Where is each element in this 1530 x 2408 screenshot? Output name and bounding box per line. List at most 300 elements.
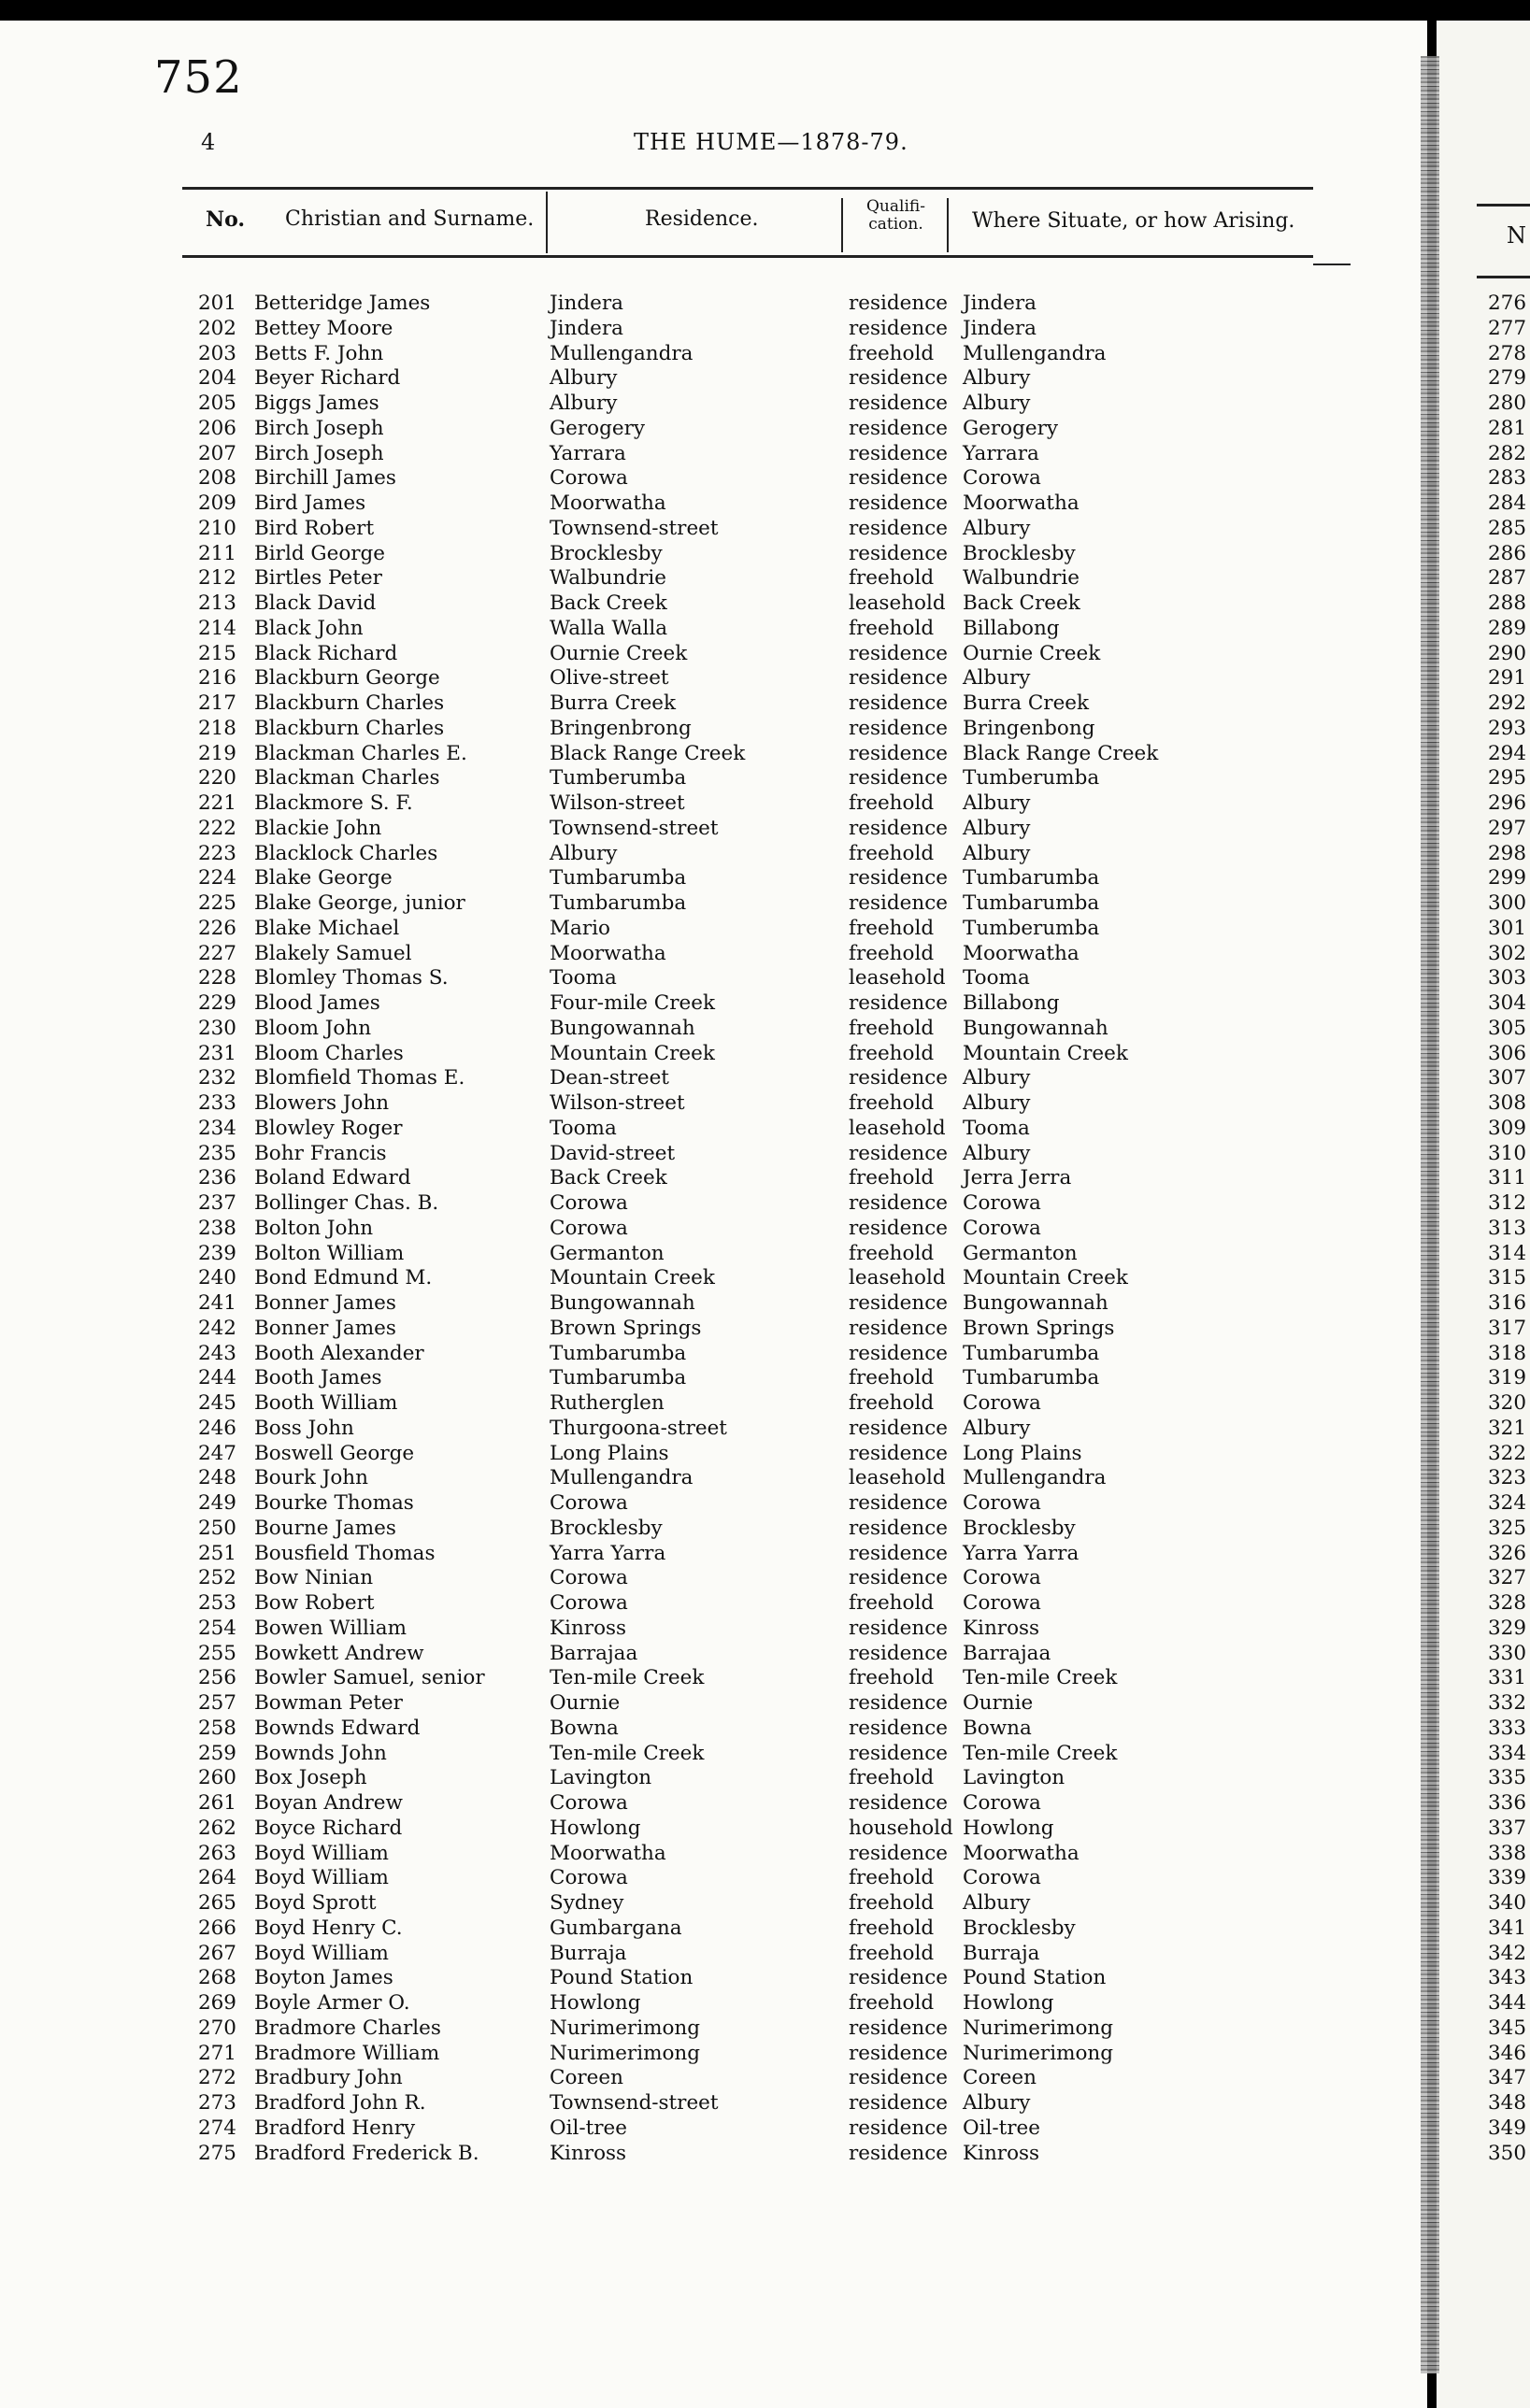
column-header-qualification <box>847 198 945 234</box>
entry-residence: Back Creek <box>550 591 667 615</box>
next-page-entry-number: 289 <box>1488 616 1527 640</box>
entry-qualification: residence <box>849 991 949 1015</box>
table-row <box>0 1791 1421 1817</box>
entry-residence: Oil-tree <box>550 2116 628 2140</box>
table-row <box>0 1242 1421 1267</box>
entry-number: 217 <box>197 691 236 715</box>
entry-number: 249 <box>197 1491 236 1515</box>
entry-where: Corowa <box>963 1791 1041 1815</box>
entry-number: 209 <box>197 492 236 515</box>
entry-where: Oil-tree <box>963 2116 1041 2140</box>
entry-qualification: residence <box>849 1541 949 1565</box>
next-page-entry-number: 280 <box>1488 392 1527 415</box>
entry-number: 231 <box>197 1041 236 1065</box>
header-top-rule <box>182 187 1313 190</box>
entry-where: Mullengandra <box>963 341 1107 365</box>
next-page-entry-number: 284 <box>1488 492 1527 515</box>
entry-name: Blacklock Charles <box>254 841 438 865</box>
entry-qualification: leasehold <box>849 591 946 615</box>
entry-qualification: leasehold <box>849 966 946 990</box>
next-page-entry-number: 319 <box>1488 1366 1527 1390</box>
entry-number: 208 <box>197 466 236 491</box>
entry-where: Coreen <box>963 2066 1037 2090</box>
next-page-entry-number: 333 <box>1488 1716 1527 1740</box>
entry-residence: Long Plains <box>550 1441 669 1465</box>
entry-residence: Bungowannah <box>550 1291 695 1315</box>
entry-residence: Coreen <box>550 2066 623 2090</box>
next-page-entry-number: 316 <box>1488 1291 1527 1315</box>
entry-name: Betteridge James <box>254 292 431 315</box>
entry-where: Jindera <box>963 316 1037 340</box>
entry-name: Booth William <box>254 1391 398 1415</box>
entry-name: Betts F. John <box>254 341 384 365</box>
table-row <box>0 642 1421 667</box>
next-page-entry-number: 277 <box>1488 316 1527 340</box>
entry-qualification: freehold <box>849 1766 935 1790</box>
entry-where: Albury <box>963 816 1031 840</box>
entry-where: Albury <box>963 1141 1031 1165</box>
entry-where: Ournie Creek <box>963 641 1101 665</box>
entry-where: Albury <box>963 516 1031 540</box>
table-row <box>0 1042 1421 1067</box>
entry-qualification: freehold <box>849 1941 935 1965</box>
entry-name: Birch Joseph <box>254 441 384 465</box>
entry-residence: Bringenbrong <box>550 716 692 740</box>
entry-qualification: residence <box>849 1741 949 1765</box>
entry-where: Ten-mile Creek <box>963 1666 1118 1690</box>
entry-qualification: residence <box>849 2066 949 2090</box>
entry-number: 258 <box>197 1716 236 1740</box>
entry-where: Germanton <box>963 1241 1078 1265</box>
entry-where: Albury <box>963 366 1031 391</box>
table-row <box>0 917 1421 942</box>
entry-number: 248 <box>197 1466 236 1490</box>
table-row <box>0 2091 1421 2116</box>
table-row <box>0 1217 1421 1242</box>
entry-where: Kinross <box>963 2141 1040 2165</box>
next-page-entry-number: 315 <box>1488 1266 1527 1290</box>
page-gutter <box>1421 56 1439 2373</box>
entry-qualification: residence <box>849 1491 949 1515</box>
entry-residence: Four-mile Creek <box>550 991 715 1015</box>
entry-name: Bowler Samuel, senior <box>254 1666 485 1690</box>
entry-residence: Albury <box>550 392 618 415</box>
entry-qualification: freehold <box>849 1041 935 1065</box>
entry-name: Bettey Moore <box>254 316 393 340</box>
table-row <box>0 1466 1421 1491</box>
next-page-entry-number: 343 <box>1488 1966 1527 1990</box>
table-row <box>0 991 1421 1017</box>
entry-name: Blowers John <box>254 1091 390 1115</box>
entry-where: Ten-mile Creek <box>963 1741 1118 1765</box>
entry-name: Bradmore Charles <box>254 2016 441 2040</box>
entry-residence: Corowa <box>550 1491 628 1515</box>
entry-number: 228 <box>197 966 236 990</box>
entry-name: Blake George <box>254 866 393 891</box>
entry-residence: Ournie Creek <box>550 641 688 665</box>
entry-qualification: residence <box>849 1291 949 1315</box>
entry-qualification: residence <box>849 1316 949 1340</box>
entry-number: 230 <box>197 1016 236 1040</box>
entry-name: Blomley Thomas S. <box>254 966 449 990</box>
entry-residence: Mullengandra <box>550 1466 694 1490</box>
entry-residence: Lavington <box>550 1766 652 1790</box>
table-row <box>0 342 1421 367</box>
entry-qualification: residence <box>849 866 949 891</box>
entry-residence: Albury <box>550 366 618 391</box>
entry-where: Bungowannah <box>963 1016 1108 1040</box>
entry-where: Bowna <box>963 1716 1032 1740</box>
entry-residence: Yarrara <box>550 441 626 465</box>
entry-number: 210 <box>197 516 236 540</box>
next-page-entry-number: 311 <box>1488 1166 1527 1190</box>
entry-number: 201 <box>197 292 236 315</box>
entry-number: 267 <box>197 1941 236 1965</box>
entry-name: Boyd Henry C. <box>254 1916 403 1940</box>
table-row <box>0 2116 1421 2142</box>
entry-where: Bringenbong <box>963 716 1095 740</box>
table-row <box>0 891 1421 917</box>
table-row <box>0 591 1421 617</box>
entry-residence: Burra Creek <box>550 691 677 715</box>
entry-residence: Albury <box>550 841 618 865</box>
table-row <box>0 492 1421 517</box>
table-row <box>0 1642 1421 1667</box>
entry-name: Black Richard <box>254 641 398 665</box>
entry-number: 275 <box>197 2141 236 2165</box>
entry-name: Birld George <box>254 541 386 565</box>
next-page-entry-number: 345 <box>1488 2016 1527 2040</box>
entry-where: Howlong <box>963 1816 1054 1840</box>
next-page-entry-number: 349 <box>1488 2116 1527 2140</box>
entry-residence: Tumbarumba <box>550 1341 687 1365</box>
entry-name: Blake George, junior <box>254 891 465 915</box>
entry-where: Albury <box>963 1891 1031 1915</box>
next-page-entry-number: 307 <box>1488 1066 1527 1090</box>
entry-qualification: freehold <box>849 616 935 640</box>
entry-name: Bradford John R. <box>254 2091 426 2115</box>
entry-name: Blackman Charles E. <box>254 741 467 765</box>
entry-qualification: residence <box>849 2141 949 2165</box>
entry-qualification: freehold <box>849 1666 935 1690</box>
entry-name: Bradford Henry <box>254 2116 416 2140</box>
table-row <box>0 1842 1421 1867</box>
table-row <box>0 1766 1421 1791</box>
entry-qualification: leasehold <box>849 1466 946 1490</box>
entry-number: 236 <box>197 1166 236 1190</box>
entry-number: 218 <box>197 716 236 740</box>
entry-name: Blood James <box>254 991 380 1015</box>
table-row <box>0 1066 1421 1091</box>
entry-qualification: residence <box>849 492 949 515</box>
next-page-entry-number: 298 <box>1488 841 1527 865</box>
entry-qualification: residence <box>849 2116 949 2140</box>
table-row <box>0 717 1421 742</box>
entry-where: Billabong <box>963 991 1060 1015</box>
entry-where: Tumbarumba <box>963 866 1100 891</box>
entry-where: Billabong <box>963 616 1060 640</box>
entry-qualification: residence <box>849 541 949 565</box>
table-row <box>0 317 1421 342</box>
entry-name: Bolton John <box>254 1216 374 1240</box>
entry-where: Brocklesby <box>963 541 1076 565</box>
entry-residence: Yarra Yarra <box>550 1541 666 1565</box>
table-row <box>0 417 1421 442</box>
entry-where: Corowa <box>963 466 1041 491</box>
next-page-entry-number: 328 <box>1488 1591 1527 1615</box>
entry-name: Bond Edmund M. <box>254 1266 433 1290</box>
entry-qualification: residence <box>849 1191 949 1215</box>
table-row <box>0 1391 1421 1417</box>
next-page-entry-number: 336 <box>1488 1791 1527 1815</box>
entry-qualification: residence <box>849 691 949 715</box>
table-row <box>0 866 1421 891</box>
entry-residence: Tooma <box>550 1116 617 1140</box>
entry-qualification: residence <box>849 366 949 391</box>
entry-number: 238 <box>197 1216 236 1240</box>
entry-residence: Thurgoona-street <box>550 1416 727 1440</box>
table-row <box>0 2016 1421 2042</box>
entry-qualification: freehold <box>849 1391 935 1415</box>
next-page-entry-number: 301 <box>1488 916 1527 940</box>
entry-name: Bousfield Thomas <box>254 1541 436 1565</box>
entry-residence: Mountain Creek <box>550 1266 715 1290</box>
next-page-number-column <box>1488 292 1530 2166</box>
entry-name: Bow Robert <box>254 1591 375 1615</box>
entry-where: Corowa <box>963 1391 1041 1415</box>
entry-number: 245 <box>197 1391 236 1415</box>
next-page-entry-number: 304 <box>1488 991 1527 1015</box>
entry-where: Brocklesby <box>963 1916 1076 1940</box>
table-row <box>0 2142 1421 2167</box>
entry-qualification: freehold <box>849 1091 935 1115</box>
entry-number: 233 <box>197 1091 236 1115</box>
entry-number: 256 <box>197 1666 236 1690</box>
entry-residence: Olive-street <box>550 666 669 691</box>
entry-name: Boswell George <box>254 1441 415 1465</box>
entry-number: 264 <box>197 1866 236 1890</box>
entry-where: Mullengandra <box>963 1466 1107 1490</box>
next-page-entry-number: 347 <box>1488 2066 1527 2090</box>
entry-qualification: freehold <box>849 916 935 940</box>
entry-where: Howlong <box>963 1991 1054 2015</box>
entry-qualification: residence <box>849 816 949 840</box>
entry-qualification: residence <box>849 2016 949 2040</box>
next-page-entry-number: 321 <box>1488 1416 1527 1440</box>
entry-name: Boss John <box>254 1416 354 1440</box>
entry-name: Blackie John <box>254 816 382 840</box>
entry-qualification: residence <box>849 441 949 465</box>
entry-number: 240 <box>197 1266 236 1290</box>
next-page-entry-number: 286 <box>1488 541 1527 565</box>
next-page-entry-number: 281 <box>1488 416 1527 440</box>
entry-name: Bradford Frederick B. <box>254 2141 479 2165</box>
entry-residence: Back Creek <box>550 1166 667 1190</box>
entry-qualification: freehold <box>849 341 935 365</box>
entry-residence: Moorwatha <box>550 941 666 965</box>
entry-qualification: household <box>849 1816 953 1840</box>
entry-name: Booth James <box>254 1366 382 1390</box>
entry-where: Tumbarumba <box>963 891 1100 915</box>
entry-name: Bloom John <box>254 1016 372 1040</box>
next-page-entry-number: 322 <box>1488 1441 1527 1465</box>
entry-name: Bourne James <box>254 1516 396 1540</box>
entry-qualification: residence <box>849 1441 949 1465</box>
entry-name: Bird James <box>254 492 366 515</box>
entry-number: 214 <box>197 616 236 640</box>
entry-where: Brocklesby <box>963 1516 1076 1540</box>
entry-number: 272 <box>197 2066 236 2090</box>
entry-where: Albury <box>963 841 1031 865</box>
entry-residence: Kinross <box>550 2141 627 2165</box>
entry-where: Mountain Creek <box>963 1041 1128 1065</box>
entry-number: 235 <box>197 1141 236 1165</box>
entry-number: 269 <box>197 1991 236 2015</box>
entry-where: Corowa <box>963 1216 1041 1240</box>
entry-residence: Ten-mile Creek <box>550 1741 705 1765</box>
column-divider-3 <box>947 198 949 252</box>
entry-name: Boyce Richard <box>254 1816 403 1840</box>
table-row <box>0 392 1421 417</box>
entry-number: 216 <box>197 666 236 691</box>
entry-residence: Townsend-street <box>550 2091 719 2115</box>
entry-where: Albury <box>963 1091 1031 1115</box>
entry-qualification: residence <box>849 1616 949 1640</box>
table-row <box>0 1291 1421 1317</box>
entry-where: Tumbarumba <box>963 1366 1100 1390</box>
entry-where: Burra Creek <box>963 691 1090 715</box>
table-row <box>0 1866 1421 1891</box>
entry-number: 232 <box>197 1066 236 1090</box>
entry-where: Pound Station <box>963 1966 1107 1990</box>
entry-qualification: leasehold <box>849 1116 946 1140</box>
table-row <box>0 1266 1421 1291</box>
next-page-entry-number: 346 <box>1488 2041 1527 2065</box>
entry-name: Beyer Richard <box>254 366 401 391</box>
entry-number: 211 <box>197 541 236 565</box>
entry-residence: Brocklesby <box>550 541 663 565</box>
table-row <box>0 1017 1421 1042</box>
entry-residence: David-street <box>550 1141 676 1165</box>
table-row <box>0 1666 1421 1691</box>
table-row <box>0 566 1421 591</box>
entry-name: Blomfield Thomas E. <box>254 1066 465 1090</box>
next-page-entry-number: 292 <box>1488 691 1527 715</box>
entry-qualification: residence <box>849 1791 949 1815</box>
entry-where: Albury <box>963 666 1031 691</box>
entry-number: 229 <box>197 991 236 1015</box>
entry-qualification: residence <box>849 666 949 691</box>
entry-where: Moorwatha <box>963 1841 1080 1865</box>
entry-name: Bownds Edward <box>254 1716 421 1740</box>
entry-qualification: residence <box>849 292 949 315</box>
table-row <box>0 1916 1421 1942</box>
next-page-entry-number: 341 <box>1488 1916 1527 1940</box>
entry-where: Nurimerimong <box>963 2041 1114 2065</box>
entry-residence: Black Range Creek <box>550 741 746 765</box>
entry-number: 260 <box>197 1766 236 1790</box>
entry-name: Boyd William <box>254 1866 389 1890</box>
entry-where: Corowa <box>963 1491 1041 1515</box>
entry-where: Albury <box>963 791 1031 815</box>
entry-number: 226 <box>197 916 236 940</box>
entry-name: Birch Joseph <box>254 416 384 440</box>
entry-where: Barrajaa <box>963 1641 1051 1665</box>
next-page-entry-number: 327 <box>1488 1566 1527 1590</box>
next-page-entry-number: 296 <box>1488 791 1527 815</box>
entry-number: 227 <box>197 941 236 965</box>
next-page-entry-number: 314 <box>1488 1241 1527 1265</box>
entry-qualification: freehold <box>849 1866 935 1890</box>
entry-residence: Burraja <box>550 1941 627 1965</box>
entry-name: Black David <box>254 591 377 615</box>
entry-number: 252 <box>197 1566 236 1590</box>
table-row <box>0 1091 1421 1117</box>
entry-name: Blackman Charles <box>254 766 440 791</box>
entry-residence: Corowa <box>550 1591 628 1615</box>
next-page-entry-number: 308 <box>1488 1091 1527 1115</box>
entry-qualification: residence <box>849 316 949 340</box>
entry-name: Blackburn George <box>254 666 440 691</box>
table-row <box>0 1366 1421 1391</box>
entry-name: Blackburn Charles <box>254 716 445 740</box>
entry-number: 254 <box>197 1616 236 1640</box>
entry-name: Bohr Francis <box>254 1141 387 1165</box>
entry-name: Bowman Peter <box>254 1691 403 1715</box>
next-page-entry-number: 350 <box>1488 2141 1527 2165</box>
entry-number: 243 <box>197 1341 236 1365</box>
entry-residence: Nurimerimong <box>550 2041 701 2065</box>
entry-residence: Tooma <box>550 966 617 990</box>
entry-qualification: residence <box>849 641 949 665</box>
entry-number: 251 <box>197 1541 236 1565</box>
entry-number: 204 <box>197 366 236 391</box>
column-header-residence: Residence. <box>645 207 759 231</box>
entry-name: Boyd Sprott <box>254 1891 377 1915</box>
next-page-entry-number: 340 <box>1488 1891 1527 1915</box>
entry-name: Box Joseph <box>254 1766 367 1790</box>
entry-qualification: freehold <box>849 941 935 965</box>
entry-qualification: freehold <box>849 1366 935 1390</box>
entry-name: Booth Alexander <box>254 1341 424 1365</box>
entry-where: Gerogery <box>963 416 1059 440</box>
entry-where: Albury <box>963 1066 1031 1090</box>
entry-residence: Tumberumba <box>550 766 687 791</box>
entry-residence: Corowa <box>550 1216 628 1240</box>
page-number: 752 <box>154 51 243 104</box>
entry-residence: Jindera <box>550 316 623 340</box>
table-row <box>0 791 1421 817</box>
table-row <box>0 1717 1421 1742</box>
entry-name: Bownds John <box>254 1741 387 1765</box>
table-row <box>0 1566 1421 1591</box>
next-page-entry-number: 294 <box>1488 741 1527 765</box>
entry-number: 268 <box>197 1966 236 1990</box>
entry-where: Lavington <box>963 1766 1065 1790</box>
next-page-entry-number: 300 <box>1488 891 1527 915</box>
table-row <box>0 1991 1421 2016</box>
column-divider-1 <box>546 192 548 253</box>
entry-number: 234 <box>197 1116 236 1140</box>
entry-number: 246 <box>197 1416 236 1440</box>
table-row <box>0 542 1421 567</box>
table-row <box>0 1617 1421 1642</box>
entry-qualification: residence <box>849 1341 949 1365</box>
entry-qualification: leasehold <box>849 1266 946 1290</box>
table-row <box>0 966 1421 991</box>
entry-residence: Corowa <box>550 1866 628 1890</box>
table-row <box>0 617 1421 642</box>
